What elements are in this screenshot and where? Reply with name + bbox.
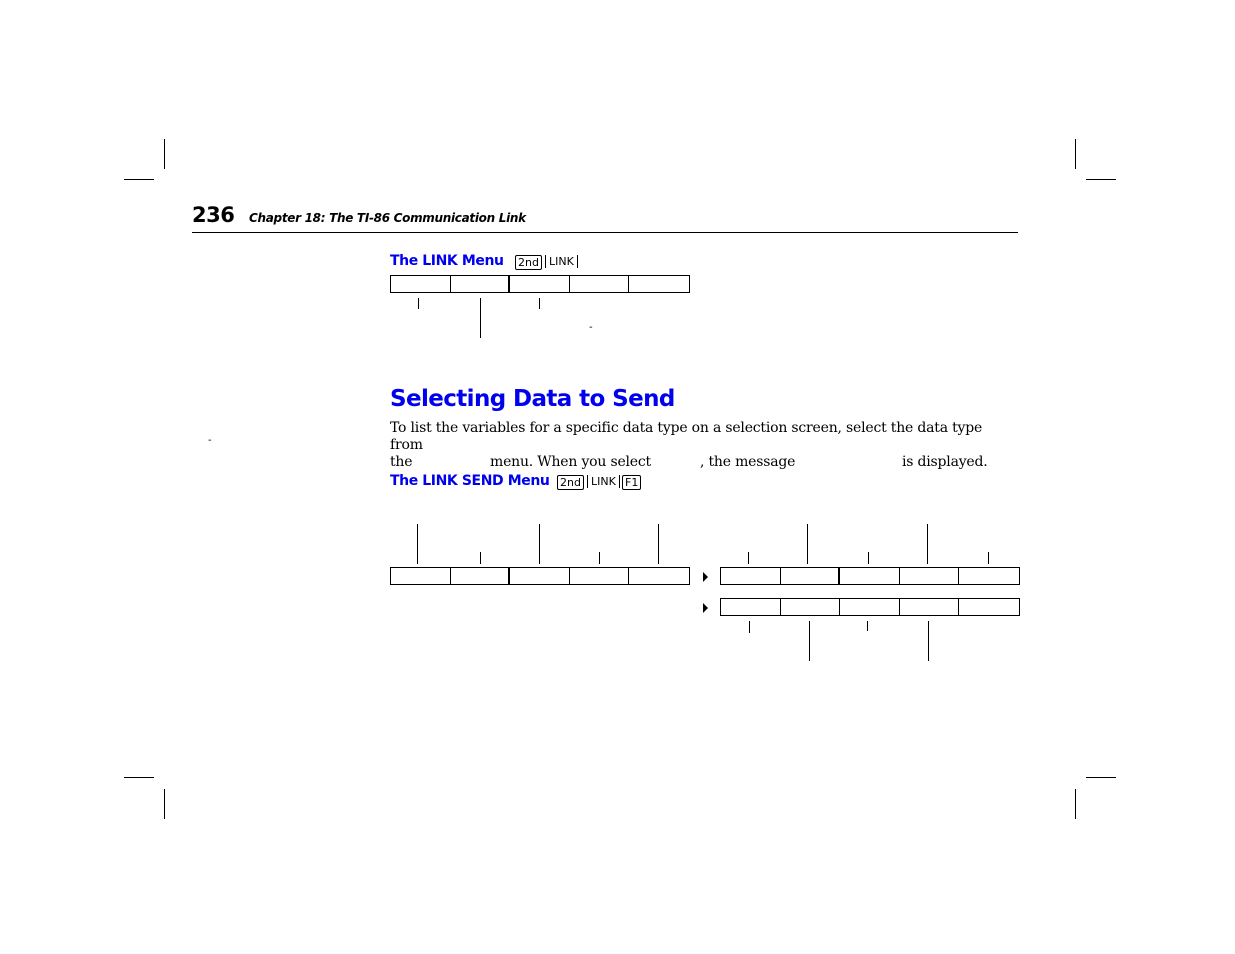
more-arrow-icon: [703, 572, 708, 582]
callout-line: [539, 524, 540, 564]
link-send-menu-bar-page-2: [720, 567, 1020, 585]
callout-line: [807, 524, 808, 564]
link-menu-bar: [390, 275, 690, 293]
section-paragraph: [390, 420, 1015, 471]
crop-mark: [124, 777, 154, 778]
callout-line: [417, 524, 418, 564]
crop-mark: [1075, 789, 1076, 819]
callout-line: [809, 621, 810, 661]
callout-line: [868, 552, 869, 564]
callout-line: [867, 621, 868, 631]
text-fragment: the: [390, 454, 413, 470]
menu-cell: [510, 276, 570, 292]
link-send-menu-title: The LINK SEND Menu: [390, 473, 550, 489]
callout-line: [480, 298, 481, 338]
menu-cell: [510, 568, 570, 584]
crop-mark: [1086, 179, 1116, 180]
text-fragment: , the message: [700, 454, 796, 470]
menu-cell: [451, 276, 511, 292]
crop-mark: [164, 789, 165, 819]
text-fragment: menu. When you select: [490, 454, 651, 470]
crop-mark: [164, 139, 165, 169]
menu-cell: [721, 568, 781, 584]
header-rule: [192, 232, 1018, 233]
menu-cell: [781, 599, 841, 615]
link-menu-title: The LINK Menu: [390, 253, 504, 269]
callout-line: [418, 298, 419, 309]
callout-line: [749, 621, 750, 633]
menu-cell: [959, 568, 1019, 584]
menu-cell: [570, 276, 630, 292]
callout-line: [599, 552, 600, 564]
menu-cell: [900, 568, 960, 584]
link-send-menu-bar-page-3: [720, 598, 1020, 616]
callout-line: [480, 552, 481, 564]
menu-cell: [781, 568, 841, 584]
menu-cell: [959, 599, 1019, 615]
menu-cell: [900, 599, 960, 615]
key-link: LINK: [545, 255, 578, 268]
key-link: LINK: [587, 475, 620, 488]
text-fragment: is displayed.: [902, 454, 988, 470]
section-heading: Selecting Data to Send: [390, 386, 675, 412]
menu-cell: [840, 568, 900, 584]
menu-cell: [391, 276, 451, 292]
chapter-title: Chapter 18: The TI-86 Communication Link: [249, 211, 526, 225]
callout-line: [658, 524, 659, 564]
key-f1: F1: [622, 475, 641, 490]
menu-cell: [629, 568, 689, 584]
callout-line: [748, 552, 749, 564]
menu-cell: [840, 599, 900, 615]
crop-mark: [124, 179, 154, 180]
menu-cell: [629, 276, 689, 292]
callout-line: [928, 621, 929, 661]
more-arrow-icon: [703, 603, 708, 613]
menu-cell: [721, 599, 781, 615]
crop-mark: [1075, 139, 1076, 169]
crop-mark: [1086, 777, 1116, 778]
paragraph-line-1: To list the variables for a specific data type on a selection screen, select the data type from: [390, 420, 983, 453]
key-2nd: 2nd: [515, 255, 542, 270]
callout-line: [988, 552, 989, 564]
menu-cell: [451, 568, 511, 584]
callout-line: [927, 524, 928, 564]
dash-mark: -: [589, 322, 593, 333]
callout-line: [539, 298, 540, 309]
menu-cell: [391, 568, 451, 584]
paragraph-line-2: [390, 454, 1015, 471]
page-number: 236: [192, 203, 235, 227]
link-send-menu-bar: [390, 567, 690, 585]
dash-mark: -: [208, 435, 212, 446]
menu-cell: [570, 568, 630, 584]
key-2nd: 2nd: [557, 475, 584, 490]
